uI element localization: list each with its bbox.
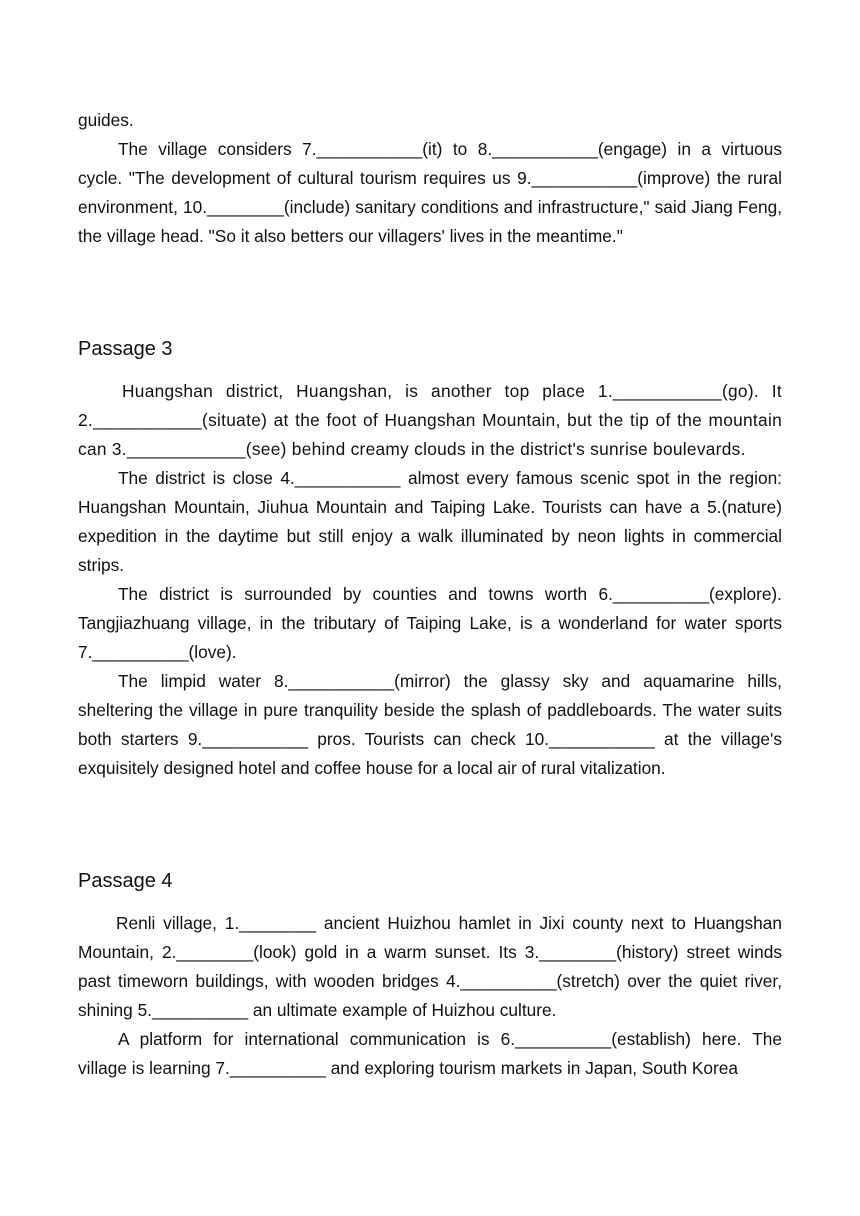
passage2-tail-line: guides. [78, 110, 134, 130]
passage2-paragraph: The village considers 7.___________(it) to 8.___________(engage) in a virtuous cycle. "The development of cultural tourism requires us 9.___________(improve) the rural environment, 10.________(include) sanitary conditions and infrastructure," said Jiang Feng, the village head. "So it also betters our villagers' lives in the meantime." [78, 139, 782, 246]
heading-gap [78, 895, 782, 909]
passage3-paragraph-2: The district is close 4.___________ almost every famous scenic spot in the region: Huangshan Mountain, Jiuhua Mountain and Taiping Lake. Tourists can have a 5.(nature) expedition in the daytime but still enjoy a walk illuminated by neon lights in commercial strips. [78, 468, 782, 575]
heading-gap [78, 363, 782, 377]
passage3-paragraph-1: Huangshan district, Huangshan, is another top place 1.___________(go). It 2.___________(situate) at the foot of Huangshan Mountain, but the tip of the mountain can 3.____________(see) behind creamy clouds in the district's sunrise boulevards. [78, 381, 782, 459]
passage3-paragraph-4: The limpid water 8.___________(mirror) the glassy sky and aquamarine hills, sheltering the village in pure tranquility beside the splash of paddleboards. The water suits both starters 9.___________ pros. Tourists can check 10.___________ at the village's exquisitely designed hotel and coffee house for a local air of rural vitalization. [78, 671, 782, 778]
passage4-paragraph-1: Renli village, 1.________ ancient Huizhou hamlet in Jixi county next to Huangshan Mountain, 2.________(look) gold in a warm sunset. Its 3.________(history) street winds past timeworn buildings, with wooden bridges 4.__________(stretch) over the quiet river, shining 5.__________ an ultimate example of Huizhou culture. [78, 913, 782, 1020]
passage3-paragraph-3: The district is surrounded by counties and towns worth 6.__________(explore). Tangjiazhuang village, in the tributary of Taiping Lake, is a wonderland for water sports 7.__________(love). [78, 584, 782, 662]
passage4-heading: Passage 4 [78, 870, 173, 892]
passage4-paragraph-2: A platform for international communication is 6.__________(establish) here. The village is learning 7.__________ and exploring tourism markets in Japan, South Korea [78, 1029, 782, 1078]
passage3-heading: Passage 3 [78, 338, 173, 360]
section-gap [78, 251, 782, 335]
document-page [78, 106, 782, 1083]
section-gap [78, 783, 782, 867]
